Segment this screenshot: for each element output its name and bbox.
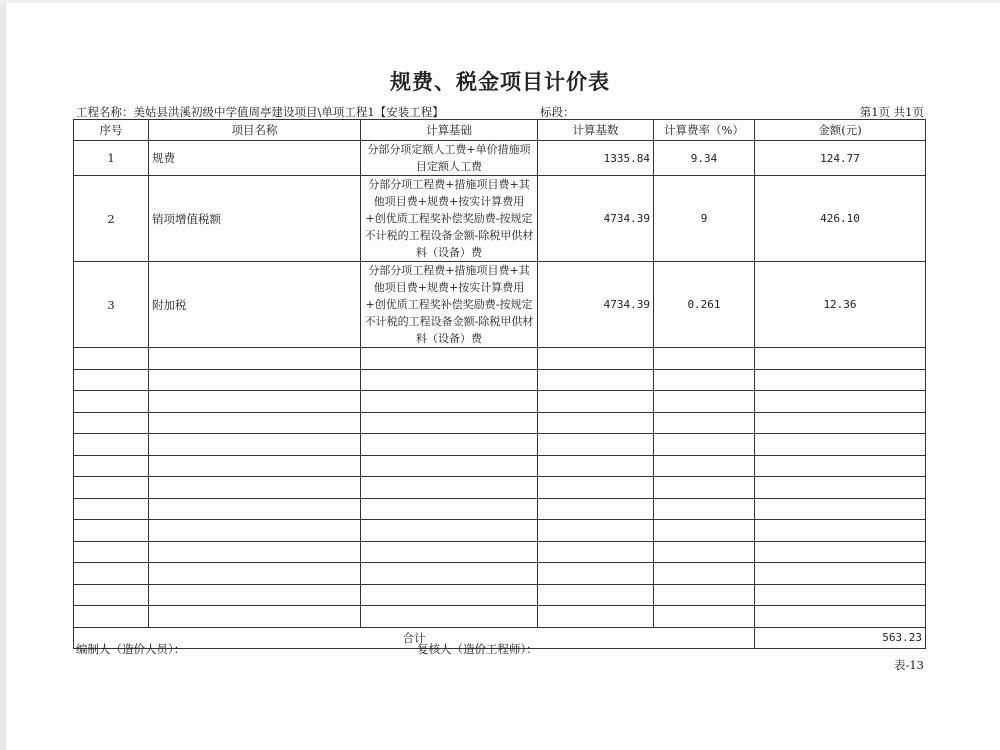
empty-cell xyxy=(538,391,654,413)
empty-cell xyxy=(538,584,654,606)
form-number: 表-13 xyxy=(893,658,924,672)
empty-cell xyxy=(74,369,149,391)
cell-amount: 124.77 xyxy=(755,141,926,176)
empty-cell xyxy=(149,455,361,477)
empty-cell xyxy=(755,455,926,477)
empty-cell xyxy=(654,477,755,499)
empty-cell xyxy=(755,498,926,520)
empty-row xyxy=(74,477,926,499)
empty-cell xyxy=(361,369,538,391)
cell-amount: 12.36 xyxy=(755,262,926,348)
empty-cell xyxy=(361,434,538,456)
empty-row xyxy=(74,455,926,477)
empty-cell xyxy=(149,584,361,606)
empty-cell xyxy=(538,563,654,585)
empty-cell xyxy=(538,434,654,456)
page-info: 第1页 共1页 xyxy=(859,105,924,119)
cell-seq: 3 xyxy=(74,262,149,348)
empty-row xyxy=(74,391,926,413)
total-amount: 563.23 xyxy=(755,627,926,648)
empty-cell xyxy=(149,412,361,434)
empty-cell xyxy=(755,520,926,542)
empty-cell xyxy=(755,563,926,585)
cell-amount: 426.10 xyxy=(755,176,926,262)
empty-cell xyxy=(654,369,755,391)
empty-cell xyxy=(361,455,538,477)
empty-cell xyxy=(149,498,361,520)
empty-row xyxy=(74,369,926,391)
empty-cell xyxy=(538,412,654,434)
empty-cell xyxy=(755,477,926,499)
empty-cell xyxy=(361,477,538,499)
empty-cell xyxy=(755,348,926,370)
empty-cell xyxy=(538,477,654,499)
empty-cell xyxy=(74,412,149,434)
empty-cell xyxy=(755,391,926,413)
empty-cell xyxy=(361,541,538,563)
table-header-row xyxy=(74,120,926,141)
scan-edge-top xyxy=(0,0,1000,3)
empty-cell xyxy=(74,455,149,477)
page-title: 规费、税金项目计价表 xyxy=(390,69,610,94)
cell-rate: 9.34 xyxy=(654,141,755,176)
empty-cell xyxy=(654,520,755,542)
empty-row xyxy=(74,348,926,370)
column-header-seq: 序号 xyxy=(74,120,149,141)
empty-row xyxy=(74,584,926,606)
empty-row xyxy=(74,498,926,520)
total-label: 合计 xyxy=(74,627,755,648)
empty-cell xyxy=(654,584,755,606)
empty-cell xyxy=(74,477,149,499)
empty-cell xyxy=(361,520,538,542)
empty-cell xyxy=(755,606,926,628)
column-header-name: 项目名称 xyxy=(149,120,361,141)
cell-rate: 0.261 xyxy=(654,262,755,348)
empty-cell xyxy=(74,584,149,606)
cell-name: 销项增值税额 xyxy=(149,176,361,262)
cell-rate: 9 xyxy=(654,176,755,262)
scan-edge xyxy=(0,0,6,750)
empty-cell xyxy=(149,477,361,499)
empty-cell xyxy=(538,520,654,542)
empty-cell xyxy=(755,412,926,434)
column-header-base: 计算基数 xyxy=(538,120,654,141)
cell-basis: 分部分项定额人工费+单价措施项目定额人工费 xyxy=(361,141,538,176)
empty-cell xyxy=(74,541,149,563)
empty-row xyxy=(74,563,926,585)
empty-cell xyxy=(74,520,149,542)
empty-cell xyxy=(538,541,654,563)
empty-cell xyxy=(654,606,755,628)
empty-cell xyxy=(361,584,538,606)
empty-cell xyxy=(654,391,755,413)
empty-cell xyxy=(361,412,538,434)
empty-cell xyxy=(149,541,361,563)
empty-cell xyxy=(361,348,538,370)
empty-row xyxy=(74,520,926,542)
empty-cell xyxy=(654,412,755,434)
empty-cell xyxy=(654,434,755,456)
empty-row xyxy=(74,606,926,628)
empty-cell xyxy=(74,563,149,585)
empty-cell xyxy=(538,369,654,391)
empty-cell xyxy=(149,606,361,628)
fee-tax-table xyxy=(73,119,926,649)
empty-cell xyxy=(74,498,149,520)
empty-row xyxy=(74,541,926,563)
table-row xyxy=(74,176,926,262)
cell-name: 规费 xyxy=(149,141,361,176)
cell-basis: 分部分项工程费+措施项目费+其他项目费+规费+按实计算费用+创优质工程奖补偿奖励费-按规定不计税的工程设备金额-除税甲供材料（设备）费 xyxy=(361,176,538,262)
cell-seq: 2 xyxy=(74,176,149,262)
empty-cell xyxy=(149,348,361,370)
empty-cell xyxy=(149,520,361,542)
empty-cell xyxy=(149,369,361,391)
compiler-label: 编制人（造价人员）： xyxy=(76,642,186,656)
section-label: 标段： xyxy=(540,105,575,119)
empty-cell xyxy=(361,606,538,628)
empty-cell xyxy=(755,434,926,456)
cell-seq: 1 xyxy=(74,141,149,176)
empty-cell xyxy=(361,498,538,520)
empty-cell xyxy=(538,498,654,520)
table-row xyxy=(74,141,926,176)
empty-cell xyxy=(755,584,926,606)
cell-base: 4734.39 xyxy=(538,262,654,348)
empty-row xyxy=(74,434,926,456)
empty-cell xyxy=(149,391,361,413)
empty-cell xyxy=(538,348,654,370)
cell-base: 4734.39 xyxy=(538,176,654,262)
empty-cell xyxy=(74,434,149,456)
column-header-basis: 计算基础 xyxy=(361,120,538,141)
empty-cell xyxy=(654,348,755,370)
empty-cell xyxy=(538,606,654,628)
empty-cell xyxy=(361,563,538,585)
empty-cell xyxy=(654,541,755,563)
empty-cell xyxy=(149,434,361,456)
cell-basis: 分部分项工程费+措施项目费+其他项目费+规费+按实计算费用+创优质工程奖补偿奖励费-按规定不计税的工程设备金额-除税甲供材料（设备）费 xyxy=(361,262,538,348)
empty-row xyxy=(74,412,926,434)
table-row xyxy=(74,262,926,348)
column-header-rate: 计算费率（%） xyxy=(654,120,755,141)
empty-cell xyxy=(74,606,149,628)
reviewer-label: 复核人（造价工程师）： xyxy=(417,642,538,656)
cell-name: 附加税 xyxy=(149,262,361,348)
empty-cell xyxy=(538,455,654,477)
empty-cell xyxy=(361,391,538,413)
empty-cell xyxy=(755,369,926,391)
column-header-amount: 金额(元) xyxy=(755,120,926,141)
project-name: 工程名称：美姑县洪溪初级中学值周亭建设项目\单项工程1【安装工程】 xyxy=(76,105,444,119)
empty-cell xyxy=(654,455,755,477)
empty-cell xyxy=(74,348,149,370)
cell-base: 1335.84 xyxy=(538,141,654,176)
empty-cell xyxy=(654,498,755,520)
empty-cell xyxy=(654,563,755,585)
empty-cell xyxy=(755,541,926,563)
empty-cell xyxy=(149,563,361,585)
empty-cell xyxy=(74,391,149,413)
